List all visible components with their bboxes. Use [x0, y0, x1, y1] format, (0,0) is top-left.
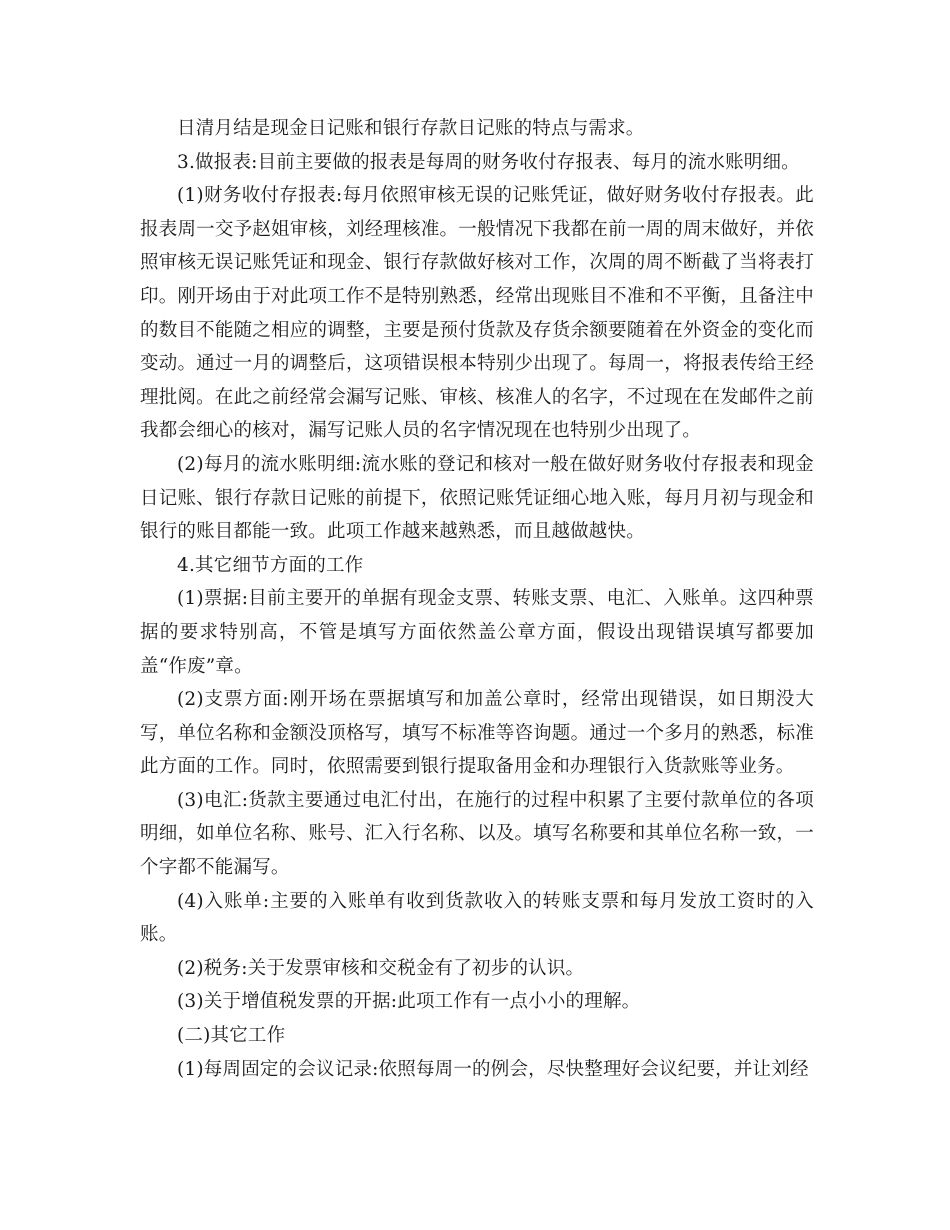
paragraph: (1)每周固定的会议记录:依照每周一的例会，尽快整理好会议纪要，并让刘经 [177, 1058, 809, 1080]
paragraph: (1)票据:目前主要开的单据有现金支票、转账支票、电汇、入账单。这四种票据的要求特别高，不管是填写方面依然盖公章方面，假设出现错误填写都要加盖“作废”章。 [140, 588, 814, 677]
paragraph: 4.其它细节方面的工作 [177, 554, 364, 576]
paragraph: (二)其它工作 [177, 1025, 286, 1047]
paragraph: 日清月结是现金日记账和银行存款日记账的特点与需求。 [177, 118, 645, 139]
paragraph: (4)入账单:主要的入账单有收到货款收入的转账支票和每月发放工资时的入账。 [140, 890, 814, 946]
paragraph: (3)关于增值税发票的开据:此项工作有一点小小的理解。 [177, 991, 641, 1013]
paragraph: (2)每月的流水账明细:流水账的登记和核对一般在做好财务收付存报表和现金日记账、银行存款日记账的前提下，依照记账凭证细心地入账，每月月初与现金和银行的账目都能一致。此项工作越来越熟悉，而且越做越快。 [140, 453, 814, 543]
paragraph: 3.做报表:目前主要做的报表是每周的财务收付存报表、每月的流水账明细。 [177, 151, 800, 173]
document-body [140, 112, 814, 1086]
paragraph: (2)税务:关于发票审核和交税金有了初步的认识。 [177, 957, 585, 979]
paragraph: (3)电汇:货款主要通过电汇付出，在施行的过程中积累了主要付款单位的各项明细，如单位名称、账号、汇入行名称、以及。填写名称要和其单位名称一致，一个字都不能漏写。 [140, 789, 814, 879]
paragraph: (2)支票方面:刚开场在票据填写和加盖公章时，经常出现错误，如日期没大写，单位名称和金额没顶格写，填写不标准等咨询题。通过一个多月的熟悉，标准此方面的工作。同时，依照需要到银行提取备用金和办理银行入货款账等业务。 [140, 689, 814, 778]
paragraph: (1)财务收付存报表:每月依照审核无误的记账凭证，做好财务收付存报表。此报表周一交予赵姐审核，刘经理核准。一般情况下我都在前一周的周末做好，并依照审核无误记账凭证和现金、银行存款做好核对工作，次周的周不断截了当将表打印。刚开场由于对此项工作不是特别熟悉，经常出现账目不准和不平衡，且备注中的数目不能随之相应的调整，主要是预付货款及存货余额要随着在外资金的变化而变动。通过一月的调整后，这项错误根本特别少出现了。每周一，将报表传给王经理批阅。在此之前经常会漏写记账、审核、核准人的名字，不过现在在发邮件之前我都会细心的核对，漏写记账人员的名字情况现在也特别少出现了。 [140, 185, 814, 442]
